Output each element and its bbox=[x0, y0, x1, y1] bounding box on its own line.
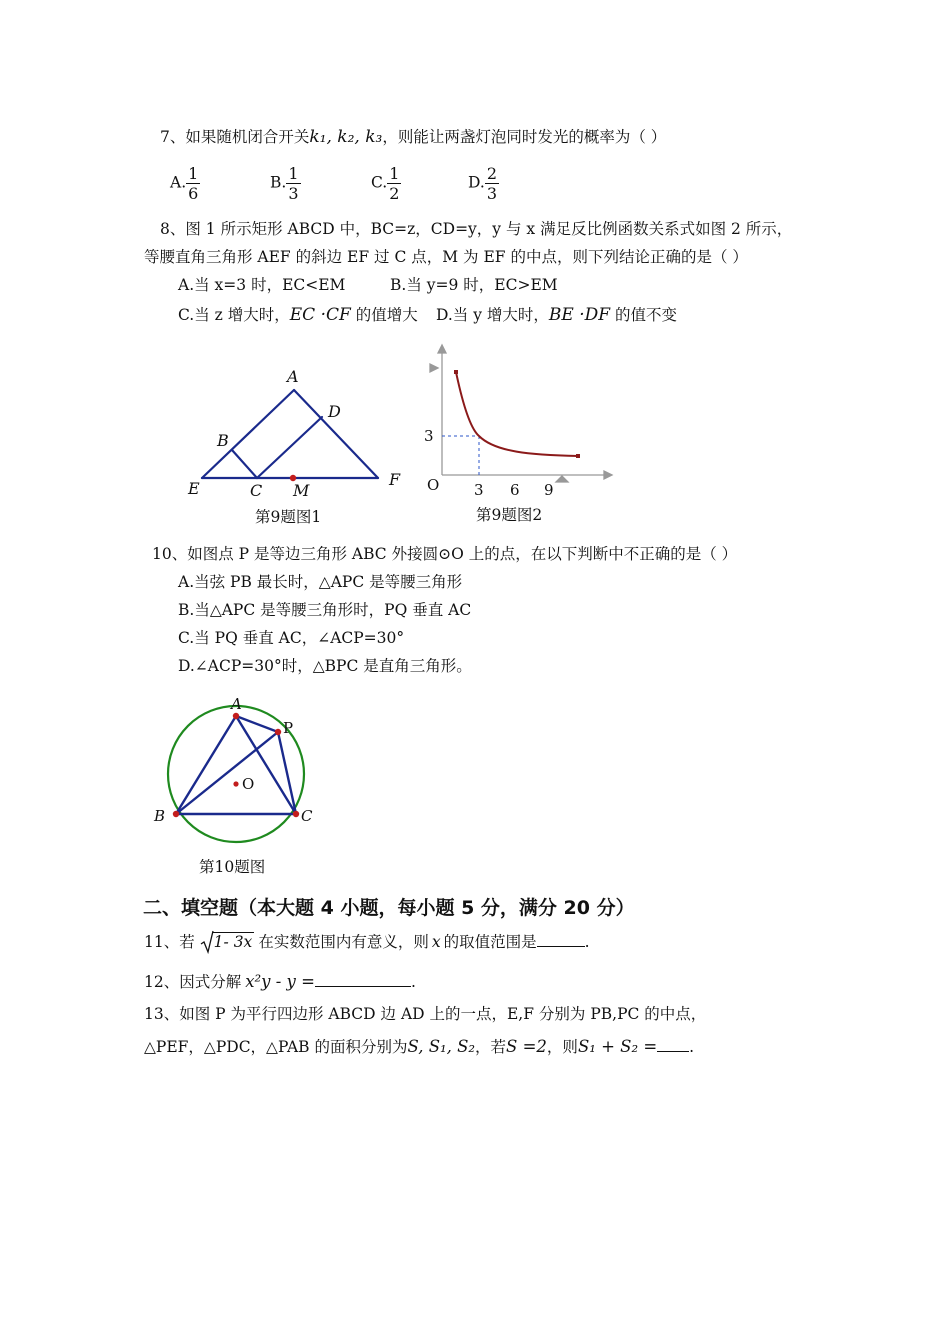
label-a: A bbox=[287, 367, 299, 386]
x-axis-arrow bbox=[604, 471, 612, 479]
q11-variable: x bbox=[431, 933, 441, 951]
segment-bc bbox=[232, 450, 257, 478]
q8-option-d-text: D.当 y 增大时， bbox=[436, 306, 549, 324]
fig10-caption: 第10题图 bbox=[199, 858, 266, 876]
y-axis-arrow bbox=[438, 345, 446, 353]
fraction bbox=[286, 164, 300, 203]
fig9-2-caption: 第9题图2 bbox=[476, 506, 543, 524]
denominator: 2 bbox=[389, 184, 400, 203]
curve-start-point bbox=[454, 370, 458, 374]
segment-pc bbox=[278, 732, 296, 814]
q8-line2: 等腰直角三角形 AEF 的斜边 EF 过 C 点，M 为 EF 的中点，则下列结论正确的是（ ） bbox=[144, 248, 748, 266]
fraction bbox=[387, 164, 401, 203]
q10-option-a: A.当弦 PB 最长时，△APC 是等腰三角形 bbox=[178, 573, 463, 591]
q7-option-c bbox=[371, 164, 401, 203]
q7-stem-tail: ，则能让两盏灯泡同时发光的概率为（ ） bbox=[382, 128, 667, 146]
point-a bbox=[233, 713, 239, 719]
q10-option-d: D.∠ACP=30°时，△BPC 是直角三角形。 bbox=[178, 657, 472, 675]
q11-text-b: 在实数范围内有意义，则 bbox=[258, 933, 429, 951]
answer-blank[interactable] bbox=[315, 986, 411, 987]
label-f: F bbox=[389, 470, 401, 489]
option-letter: C. bbox=[371, 173, 388, 192]
q12-text: 12、因式分解 bbox=[144, 973, 242, 991]
y-axis-marker bbox=[430, 364, 438, 372]
q13-text-c: ，则 bbox=[546, 1038, 578, 1056]
fig9-1-caption: 第9题图1 bbox=[255, 508, 322, 526]
numerator: 1 bbox=[188, 164, 199, 183]
label-b: B bbox=[217, 431, 229, 450]
q11-period: . bbox=[584, 933, 590, 951]
q12-period: . bbox=[410, 973, 416, 991]
inverse-curve bbox=[456, 372, 578, 456]
segment-cd bbox=[257, 417, 322, 478]
q8-option-c-tail: 的值增大 bbox=[350, 306, 418, 324]
q7-option-b bbox=[270, 164, 301, 203]
q8-option-c-text: C.当 z 增大时， bbox=[178, 306, 290, 324]
segment-ea bbox=[202, 390, 294, 478]
q13-ask: S₁ + S₂ = bbox=[577, 1037, 658, 1056]
q13-line2 bbox=[144, 1036, 694, 1058]
label-b: B bbox=[154, 807, 166, 825]
point-o bbox=[233, 781, 238, 786]
label-c: C bbox=[250, 481, 263, 500]
q11 bbox=[144, 931, 590, 953]
q13-areas: S, S₁, S₂ bbox=[407, 1037, 476, 1056]
label-o: O bbox=[242, 775, 255, 793]
denominator: 3 bbox=[288, 184, 299, 203]
q10-option-c: C.当 PQ 垂直 AC，∠ACP=30° bbox=[178, 629, 405, 647]
q13-given: S =2 bbox=[506, 1037, 547, 1056]
q12 bbox=[144, 971, 416, 993]
label-d: D bbox=[328, 402, 341, 421]
q8-option-b: B.当 y=9 时，EC>EM bbox=[390, 276, 558, 294]
x-tick-9: 9 bbox=[544, 481, 554, 499]
point-c bbox=[293, 811, 299, 817]
radical-sign-icon bbox=[200, 930, 214, 954]
point-p bbox=[275, 729, 281, 735]
q8-option-d-tail: 的值不变 bbox=[610, 306, 677, 324]
q7-stem-text: 7、如果随机闭合开关 bbox=[160, 128, 310, 146]
option-letter: A. bbox=[170, 173, 187, 192]
q10-option-b: B.当△APC 是等腰三角形时，PQ 垂直 AC bbox=[178, 601, 472, 619]
option-letter: B. bbox=[270, 173, 287, 192]
denominator: 6 bbox=[188, 184, 199, 203]
label-c: C bbox=[301, 807, 313, 825]
label-a: A bbox=[231, 695, 242, 713]
q7-switches: k₁, k₂, k₃ bbox=[309, 127, 383, 147]
q7-option-a bbox=[170, 164, 200, 203]
answer-blank[interactable] bbox=[537, 946, 585, 947]
q12-expression: x²y - y = bbox=[245, 972, 315, 991]
fig9-2-graph bbox=[420, 340, 620, 510]
numerator: 1 bbox=[389, 164, 400, 183]
fig9-1-triangle-diagram bbox=[180, 360, 410, 510]
fig10-circle-diagram bbox=[150, 690, 330, 840]
curve-end-point bbox=[576, 454, 580, 458]
q7-stem bbox=[160, 126, 666, 148]
q8-option-c bbox=[178, 304, 418, 326]
segment-bp bbox=[176, 732, 278, 814]
label-p: P bbox=[283, 719, 294, 737]
q11-text-c: 的取值范围是 bbox=[443, 933, 537, 951]
numerator: 2 bbox=[486, 164, 497, 183]
q10-stem: 10、如图点 P 是等边三角形 ABC 外接圆⊙O 上的点，在以下判断中不正确的是（ ） bbox=[152, 545, 738, 563]
q8-option-d-expr: BE ·DF bbox=[548, 305, 611, 325]
x-tick-3: 3 bbox=[474, 481, 484, 499]
q8-line1: 8、图 1 所示矩形 ABCD 中，BC=z，CD=y，y 与 x 满足反比例函数关系式如图 2 所示， bbox=[160, 220, 793, 238]
option-letter: D. bbox=[468, 173, 485, 192]
answer-blank[interactable] bbox=[657, 1051, 689, 1052]
numerator: 1 bbox=[288, 164, 299, 183]
q13-text: △PEF，△PDC，△PAB 的面积分别为 bbox=[144, 1038, 408, 1056]
y-tick-3: 3 bbox=[424, 427, 434, 445]
x-axis-marker bbox=[556, 476, 568, 482]
q8-option-c-expr: EC ·CF bbox=[289, 305, 351, 325]
fraction bbox=[186, 164, 200, 203]
label-e: E bbox=[188, 479, 200, 498]
q13-line1: 13、如图 P 为平行四边形 ABCD 边 AD 上的一点，E,F 分别为 PB,PC 的中点， bbox=[144, 1005, 707, 1023]
origin-label: O bbox=[427, 476, 440, 494]
radicand: 1- 3x bbox=[213, 933, 253, 951]
x-tick-6: 6 bbox=[510, 481, 520, 499]
q11-text: 11、若 bbox=[144, 933, 195, 951]
q7-option-d bbox=[468, 164, 499, 203]
q13-period: . bbox=[689, 1038, 695, 1056]
section-heading: 二、填空题（本大题 4 小题，每小题 5 分，满分 20 分） bbox=[143, 897, 635, 919]
sqrt-expression bbox=[200, 931, 255, 953]
point-b bbox=[173, 811, 179, 817]
q13-text-b: ，若 bbox=[475, 1038, 507, 1056]
label-m: M bbox=[293, 481, 310, 500]
q8-option-d bbox=[436, 304, 677, 326]
denominator: 3 bbox=[486, 184, 497, 203]
q8-option-a: A.当 x=3 时，EC<EM bbox=[178, 276, 346, 294]
fraction bbox=[485, 164, 499, 203]
